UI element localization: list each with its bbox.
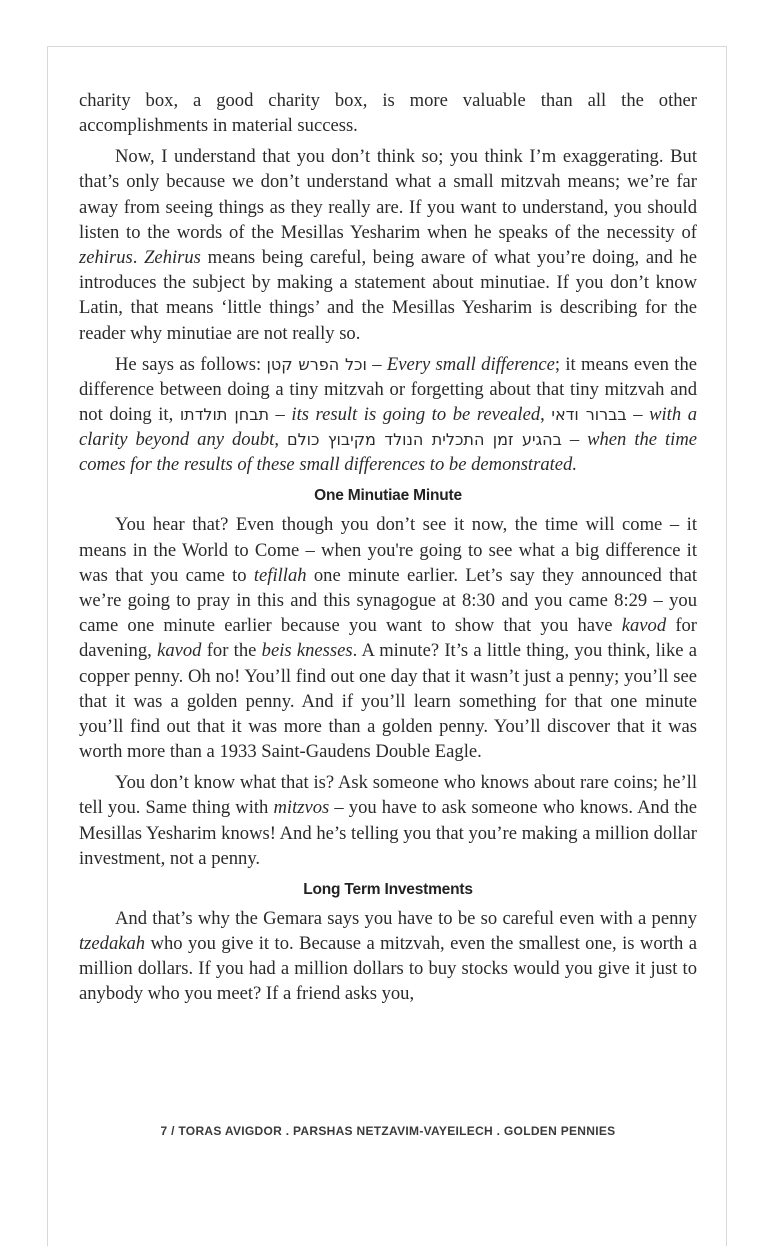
italic-text: kavod xyxy=(157,640,202,662)
text-segment: , xyxy=(274,429,287,451)
text-segment: – xyxy=(268,404,292,426)
text-segment: . xyxy=(132,247,145,269)
text-segment: You hear that? Even though you don’t see it now, the time will come – it means in the World to Come – when you're going to see what a big difference it was that you came to xyxy=(79,514,697,586)
text-segment: who you give it to. Because a mitzvah, even the smallest one, is worth a million dollars. If you had a million dollars to buy stocks would you give it just to anybody who you meet? If a friend asks you, xyxy=(79,933,697,1005)
text-segment: You don’t know what that is? Ask someone who knows about rare coins; he’ll tell you. Same thing with xyxy=(79,772,697,819)
hebrew-text: תבחן תולדתו xyxy=(179,405,269,425)
italic-text: tefillah xyxy=(253,564,307,586)
paragraph-p6 xyxy=(79,906,697,1007)
text-segment: – you have to ask someone who knows. And the Mesillas Yesharim knows! And he’s telling you that you’re making a million dollar investment, not a penny. xyxy=(79,797,697,869)
document-body xyxy=(79,88,697,1012)
text-segment: charity box, a good charity box, is more valuable than all the other accomplishments in material success. xyxy=(79,90,697,137)
section-intro xyxy=(79,88,697,478)
text-segment: for the xyxy=(201,640,262,662)
text-segment: – xyxy=(561,429,588,451)
text-segment: , xyxy=(540,404,552,426)
paragraph-p3 xyxy=(79,352,697,478)
hebrew-text: בברור ודאי xyxy=(551,405,627,425)
italic-text: tzedakah xyxy=(79,933,146,955)
section-long-term-investments xyxy=(79,906,697,1007)
heading-one-minutiae-minute: One Minutiae Minute xyxy=(314,487,462,505)
text-segment: Now, I understand that you don’t think so; you think I’m exaggerating. But that’s only because we don’t understand what a small mitzvah means; we’re far away from seeing things as they really are. If you want to understand, you should listen to the words of the Mesillas Yesharim when he speaks of the necessity of xyxy=(79,146,697,243)
italic-text: beis knesses xyxy=(261,640,353,662)
italic-text: mitzvos xyxy=(273,797,330,819)
text-segment: one minute earlier. Let’s say they announced that we’re going to pray in this and this synagogue at 8:30 and you came 8:29 – you came one minute earlier because you want to show that you have xyxy=(79,564,697,637)
text-segment: means being careful, being aware of what you’re doing, and he introduces the subject by making a statement about minutiae. If you don’t know Latin, that means ‘little things’ and the Mesillas Yesharim is describing for the reader why minutiae are not really so. xyxy=(79,247,697,344)
heading-long-term-investments: Long Term Investments xyxy=(303,880,473,898)
text-segment: He says as follows: xyxy=(115,353,267,375)
section-one-minutiae-minute xyxy=(79,512,697,871)
italic-text: Zehirus xyxy=(144,247,201,269)
italic-text: with a clarity beyond any doubt xyxy=(79,404,698,451)
italic-text: Every small difference xyxy=(386,353,555,375)
paragraph-p4 xyxy=(79,512,697,764)
italic-text: zehirus xyxy=(79,247,133,269)
text-segment: ; it means even the difference between doing a tiny mitzvah or forgetting about that tiny mitzvah and not doing it, xyxy=(79,353,698,426)
text-segment: . A minute? It’s a little thing, you think, like a copper penny. Oh no! You’ll find out one day that it wasn’t just a penny; you’ll see that it was a golden penny. And if you’ll learn something for that one minute you’ll find out that it was more than a golden penny. You’ll discover that it was worth more than a 1933 Saint-Gaudens Double Eagle. xyxy=(79,640,698,763)
paragraph-p1 xyxy=(79,88,697,138)
italic-text: its result is going to be revealed xyxy=(291,404,541,426)
page-footer: 7 / TORAS AVIGDOR . PARSHAS NETZAVIM-VAYEILECH . GOLDEN PENNIES xyxy=(160,1124,616,1138)
hebrew-text: בהגיע זמן התכלית הנולד מקיבוץ כולם xyxy=(286,430,562,450)
italic-text: when the time comes for the results of these small differences to be demonstrated. xyxy=(79,429,698,476)
text-segment: – xyxy=(366,353,387,375)
italic-text: kavod xyxy=(621,615,667,637)
paragraph-p2 xyxy=(79,144,697,346)
text-segment: for davening, xyxy=(79,615,697,662)
paragraph-p5 xyxy=(79,770,697,871)
text-segment: – xyxy=(626,404,650,426)
hebrew-text: וכל הפרש קטן xyxy=(266,354,367,374)
text-segment: And that’s why the Gemara says you have to be so careful even with a penny xyxy=(115,907,697,929)
